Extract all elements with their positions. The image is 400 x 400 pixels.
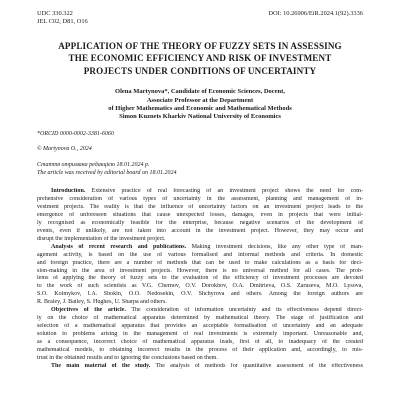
article-body — [37, 188, 363, 371]
line-text: sion-making in the area of investment projects. However, there is no universal method for all cases. The prob- — [37, 267, 363, 274]
doi-link[interactable]: DOI: 10.26906/EiR.2024.1(92).3336 — [268, 10, 363, 17]
copyright-notice: © Martynova O., 2024 — [37, 146, 92, 153]
body-line — [37, 275, 363, 283]
body-line — [37, 315, 363, 323]
line-text: selection of a mathematical apparatus that provides an acceptable formalisation of uncertainty and an adequate — [37, 323, 363, 330]
body-line — [37, 291, 363, 299]
author-line: of Higher Mathematics and Economic and Mathematical Methods — [108, 104, 292, 112]
line-text: Making investment decisions, like any other type of man- — [191, 243, 363, 250]
body-line — [37, 252, 363, 260]
line-text: emergence of unforeseen situations that cause unexpected losses, damages, even in projects that were initial- — [37, 211, 363, 218]
line-text: ly on the choice of mathematical apparatus determined by mathematical theory. The stage of justification and — [37, 315, 363, 322]
body-line — [37, 204, 363, 212]
title-line: PROJECTS UNDER CONDITIONS OF UNCERTAINTY — [83, 65, 317, 76]
body-line — [37, 268, 363, 276]
body-line — [37, 299, 363, 307]
jel-codes: JEL C02, D81, O16 — [37, 18, 88, 25]
line-text: vestment projects. The reality is that the influence of uncertainty factors on an investment project leads to the — [37, 203, 363, 210]
received-dates — [37, 162, 363, 178]
body-paragraph — [37, 307, 363, 363]
orcid-id[interactable]: *ORCID 0000-0002-3381-6060 — [37, 131, 114, 138]
article-title — [37, 40, 363, 77]
received-line-uk: Стаття отримана редакцією 18.01.2024 р. — [37, 162, 150, 169]
line-text: S.O. Kolmykov, I.A. Shokin, O.O. Nedosekin, O.V. Shchyrova and others. Among the foreign authors are — [37, 291, 363, 298]
body-line — [37, 355, 363, 363]
body-line — [37, 260, 363, 268]
body-line — [37, 244, 363, 252]
line-text: and foreign practice, there are a number of methods that can be used to make calculations as a basis for deci- — [37, 259, 363, 266]
section-heading: Analysis of recent research and publications. — [51, 243, 187, 250]
line-text: mathematical models, to obtaining incorrect results in the process of their application and, accordingly, to mis- — [37, 347, 363, 354]
body-line — [37, 283, 363, 291]
body-paragraph — [37, 244, 363, 308]
body-line — [37, 331, 363, 339]
body-line — [37, 323, 363, 331]
line-text: events, even if unlikely, are not taken into account in the investment project. However, they may occur and — [37, 227, 363, 234]
line-text: as a consequence, incorrect choice of mathematical apparatus leads, first of all, to inadequacy of the created — [37, 339, 363, 346]
body-line — [37, 363, 363, 371]
body-line — [37, 212, 363, 220]
body-line — [37, 307, 363, 315]
line-text: ly recognised as economically feasible for the enterprise, because negative scenarios of the development of — [37, 219, 363, 226]
section-heading: Objectives of the article. — [51, 307, 126, 314]
udc-code: UDC 330.322 — [37, 10, 73, 17]
author-line: Simon Kuznets Kharkiv National University of Economics — [119, 113, 281, 121]
section-heading: The main material of the study. — [51, 362, 151, 369]
header-meta — [37, 10, 363, 26]
title-line: APPLICATION OF THE THEORY OF FUZZY SETS IN ASSESSING — [58, 41, 342, 51]
author-block — [37, 88, 363, 121]
line-text: lems of applying the theory of fuzzy sets to the evaluation of the efficiency of investment processes are devoted — [37, 275, 363, 282]
title-line: THE ECONOMIC EFFICIENCY AND RISK OF INVESTMENT — [68, 53, 332, 64]
line-text: The consideration of information uncertainty and its effectiveness depend direct- — [131, 307, 363, 314]
body-paragraph — [37, 188, 363, 244]
body-line — [37, 228, 363, 236]
body-paragraph — [37, 363, 363, 371]
body-line — [37, 236, 363, 244]
line-text: agement activity, is based on the use of various formalised and informal methods and criteria. In domestic — [37, 251, 363, 258]
author-line: Olena Martynova*, Candidate of Economic Sciences, Docent, — [115, 88, 285, 96]
line-text: to the work of such scientists as V.G. Chernov, O.V. Dorokhov, O.A. Dmitrieva, O.S. Zaruseva, M.O. Lysova, — [37, 283, 363, 290]
received-line-en: The article was received by editorial board on 18.01.2024 — [37, 170, 177, 177]
line-text: R. Braley, J. Bailey, S. Hughes, U. Sharpa and others. — [37, 299, 167, 306]
body-line — [37, 347, 363, 355]
line-text: solution to problems arising in the management of real investments is extremely important. Unreasonable and, — [37, 331, 363, 338]
body-line — [37, 220, 363, 228]
line-text: disrupt the implementation of the investment project. — [37, 235, 166, 242]
line-text: The analysis of methods for quantitative assessment of the effectiveness — [155, 362, 363, 369]
body-line — [37, 196, 363, 204]
author-line: Associate Professor at the Department — [146, 96, 254, 104]
body-line — [37, 188, 363, 196]
line-text: trust in the obtained results and to ignoring the conclusions based on them. — [37, 355, 218, 362]
line-text: prehensive consideration of various types of uncertainty in the assessment, planning and management of in- — [37, 195, 363, 202]
line-text: Extensive practice of real forecasting of an investment project shows the need for com- — [91, 188, 363, 194]
classification-codes — [37, 10, 88, 26]
body-line — [37, 339, 363, 347]
section-heading: Introduction. — [51, 188, 86, 194]
